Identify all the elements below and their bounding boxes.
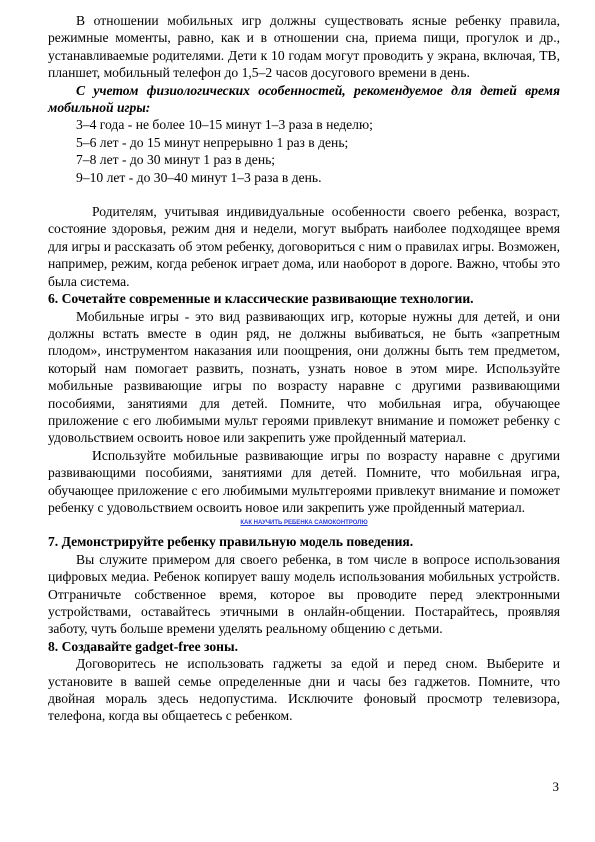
page-number: 3: [552, 779, 559, 794]
document-page: [48, 12, 560, 725]
section8-heading: 8. Создавайте gadget-free зоны.: [48, 638, 239, 654]
list-item: 9–10 лет - до 30–40 минут 1–3 раза в день.: [76, 169, 322, 185]
section8-paragraph: Договоритесь не использовать гаджеты за едой и перед сном. Выберите и установите в вашей семье определенные дни и часы без гаджетов. Помните, что двойная мораль здесь недопустима. Исключите фоновый просмотр телевизора, телефона, когда вы общаетесь с ребенком.: [48, 656, 560, 724]
intro-paragraph: В отношении мобильных игр должны существовать ясные ребенку правила, режимные моменты, равно, как и в отношении сна, приема пищи, прогулок и др., устанавливаемые родителями. Дети к 10 годам могут проводить у экрана, включая, ТВ, планшет, мобильный телефон до 1,5–2 часов досугового времени в день.: [48, 13, 560, 81]
section6-paragraph-2: Используйте мобильные развивающие игры по возрасту наравне с другими развивающими пособиями, занятиями для детей. Помните, что мобильная игра, обучающее приложение с его любимыми мультгероями привлекут внимание и поможет ребенку с удовольствием освоить новое или закрепить уже пройденный материал.: [48, 447, 560, 515]
recommend-title: С учетом физиологических особенностей, рекомендуемое для детей время мобильной игры:: [48, 82, 560, 116]
section6-paragraph-1: Мобильные игры - это вид развивающих игр, которые нужны для детей, и они должны встать вместе в один ряд, не должны выбиваться, не быть «запретным плодом», инструментом наказания или поощрения, они должны быть тем предметом, который нам помогает развить, познать, узнать новое в этом мире. Используйте мобильные развивающие игры по возрасту наравне с другими развивающими пособиями, занятиями для детей. Помните, что мобильная игра, обучающее приложение с его любимыми мульт героями привлекут внимание и поможет ребенку с удовольствием освоить новое или закрепить уже пройденный материал.: [48, 308, 560, 446]
section6-heading: 6. Сочетайте современные и классические развивающие технологии.: [48, 291, 474, 307]
parents-paragraph: Родителям, учитывая индивидуальные особенности своего ребенка, возраст, состояние здоровья, режим дня и недели, могут выбрать наиболее подходящее время для игры и рассказать об этом ребенку, договориться с ним о правилах игры. Возможен, например, режим, когда ребенок играет дома, или наоборот в дороге. Важно, чтобы это была система.: [48, 204, 560, 289]
section7-paragraph: Вы служите примером для своего ребенка, в том числе в вопросе использования цифровых медиа. Ребенок копирует вашу модель использования мобильных устройств. Отграничьте собственное время, которое вы проводите перед электронными устройствами, оставайтесь этичными в онлайн-общении. Постарайтесь, проявляя заботу, чуть больше времени уделять реальному общению с детьми.: [48, 551, 560, 637]
age-list: [48, 116, 560, 186]
section7-heading: 7. Демонстрируйте ребенку правильную модель поведения.: [48, 534, 414, 550]
spacer: [48, 186, 560, 203]
list-item: 7–8 лет - до 30 минут 1 раз в день;: [76, 152, 276, 168]
self-control-link[interactable]: КАК НАУЧИТЬ РЕБЕНКА САМОКОНТРОЛЮ: [240, 520, 368, 527]
list-item: 3–4 года - не более 10–15 минут 1–3 раза в неделю;: [76, 117, 373, 133]
list-item: 5–6 лет - до 15 минут непрерывно 1 раз в день;: [76, 134, 349, 150]
